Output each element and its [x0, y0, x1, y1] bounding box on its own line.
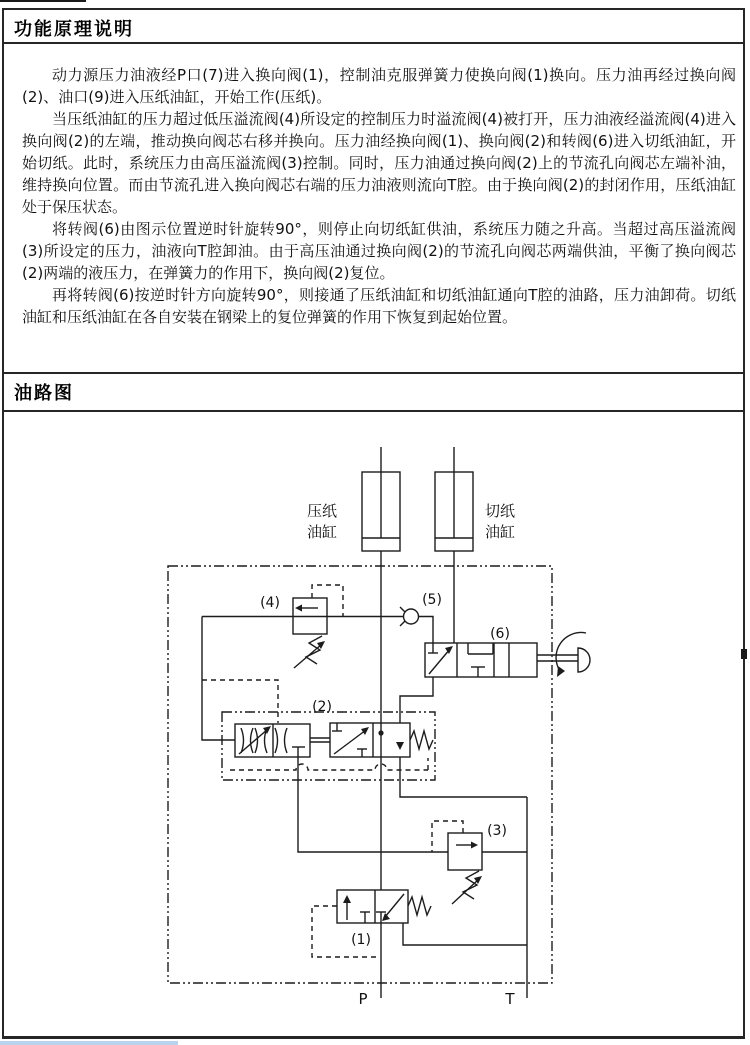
port-p-label: P: [358, 990, 368, 1008]
valve6-label: (6): [490, 626, 510, 642]
valve2-left-pilot-line: [202, 680, 278, 723]
paragraph-2: 当压纸油缸的压力超过低压溢流阀(4)所设定的控制压力时溢流阀(4)被打开，压力油液经溢流阀(4)进入换向阀(2)的左端，推动换向阀芯右移并换向。压力油经换向阀(1)、换向阀(2)和转阀(6)进入切纸油缸，开始切纸。此时，系统压力由高压溢流阀(3)控制。同时，压力油通过换向阀(2)上的节流孔向阀芯左端补油，维持换向位置。而由节流孔进入换向阀芯右端的压力油液则流向T腔。由于换向阀(2)的封闭作用，压纸油缸处于保压状态。: [22, 110, 736, 216]
valve1-label: (1): [351, 932, 371, 948]
valve3-label: (3): [487, 823, 507, 839]
cut-cylinder: [435, 447, 473, 551]
valve3-spring: [463, 871, 479, 899]
junction-dot: [378, 730, 383, 735]
directional-valve-1: [337, 890, 431, 923]
port-t-label: T: [505, 990, 515, 1008]
press-cylinder-label: 油缸: [306, 523, 338, 541]
valve2-internal-pilot-line: [230, 758, 428, 770]
valve2-boundary: [222, 712, 435, 780]
press-cylinder: [362, 447, 400, 551]
relief-valve-3: [448, 833, 482, 904]
cut-cylinder-label: 油缸: [484, 523, 516, 541]
section2-title: 油路图: [14, 383, 74, 404]
press-cylinder-label: 压纸: [306, 502, 338, 520]
valve2-label: (2): [312, 699, 332, 715]
valve2-spring: [410, 731, 433, 749]
paragraph-1: 动力源压力油液经P口(7)进入换向阀(1)，控制油克服弹簧力使换向阀(1)换向。压力油再经过换向阀(2)、油口(9)进入压纸油缸，开始工作(压纸)。: [22, 66, 736, 106]
paragraph-3: 将转阀(6)由图示位置逆时针旋转90°，则停止向切纸缸供油，系统压力随之升高。当超过高压溢流阀(3)所设定的压力，油液向T腔卸油。由于高压油通过换向阀(2)的节流孔向阀芯两端供油，平衡了换向阀芯(2)两端的液压力，在弹簧力的作用下，换向阀(2)复位。: [22, 220, 736, 282]
main-pipes: [202, 551, 527, 998]
rotary-valve-handle: [537, 633, 590, 677]
directional-valve-2: [222, 712, 435, 780]
valve1-spring: [408, 897, 431, 915]
relief-valve-4: [293, 598, 327, 668]
section1-title: 功能原理说明: [14, 19, 134, 40]
valve4-label: (4): [260, 595, 280, 611]
valve5-label: (5): [422, 592, 442, 608]
cut-cylinder-label: 切纸: [484, 502, 516, 520]
paragraph-4: 再将转阀(6)按逆时针方向旋转90°，则接通了压纸油缸和切纸油缸通向T腔的油路，压力油卸荷。切纸油缸和压纸油缸在各自安装在钢梁上的复位弹簧的作用下恢复到起始位置。: [22, 286, 736, 326]
